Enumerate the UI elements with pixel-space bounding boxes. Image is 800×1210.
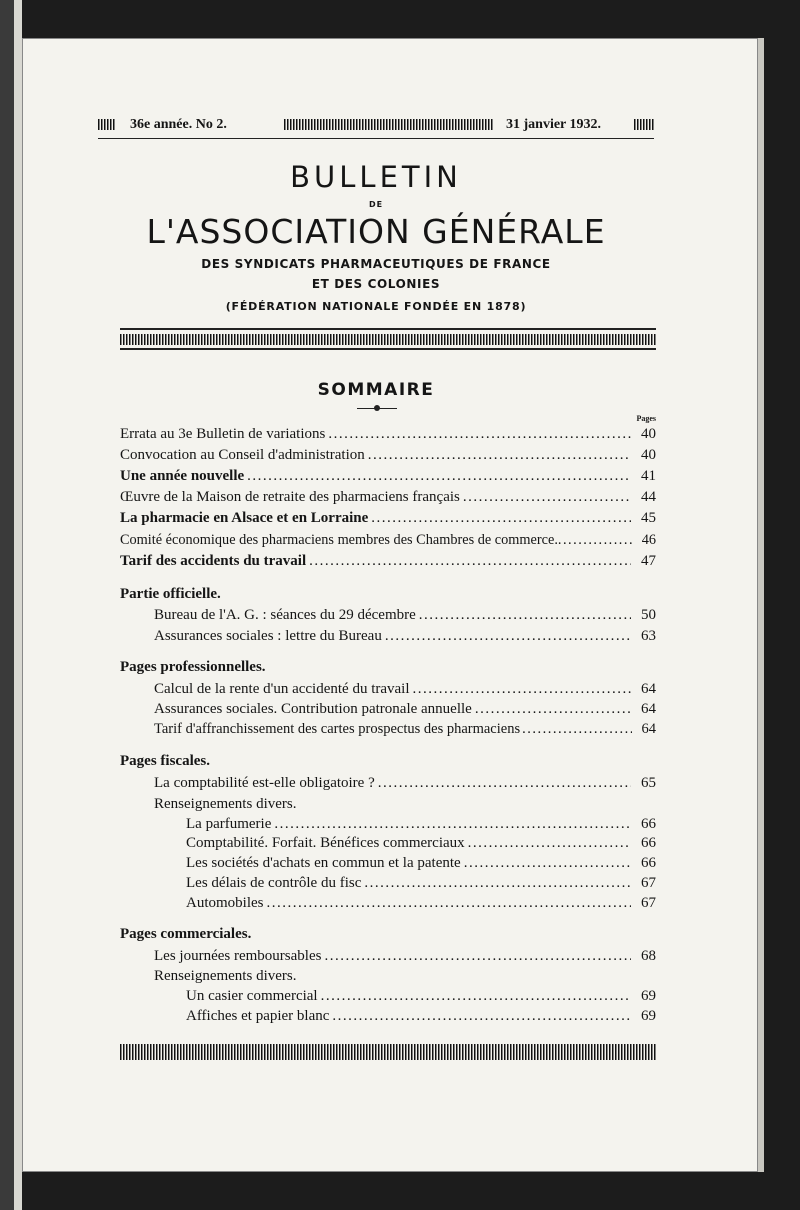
masthead-rule-top [120,328,656,330]
masthead-bulletin: BULLETIN [290,160,462,194]
toc-page: 63 [641,628,656,644]
pages-column-header: Pages [636,414,656,423]
toc-entry [186,988,656,1008]
toc-entry [186,816,656,836]
toc-entry [120,532,656,552]
facing-page-edge [14,0,22,1210]
leader-dots [364,875,631,892]
toc-label: Bureau de l'A. G. : séances du 29 décembre [154,607,416,623]
toc-page: 47 [641,553,656,569]
masthead-ornament-bar [120,334,656,345]
subsection-heading: Renseignements divers. [154,796,297,812]
toc-page: 45 [641,510,656,526]
toc-label: Un casier commercial [186,988,318,1004]
toc-label: La comptabilité est-elle obligatoire ? [154,775,375,791]
header-rule [98,138,654,140]
toc-entry [154,948,656,968]
toc-entry [120,447,656,467]
leader-dots [378,775,631,792]
toc-label: Les sociétés d'achats en commun et la patente [186,855,461,871]
toc-label: Calcul de la rente d'un accidenté du travail [154,681,410,697]
toc-page: 66 [641,855,656,871]
leader-dots [328,426,631,443]
leader-dots [274,816,631,833]
section-heading: Partie officielle. [120,586,221,602]
leader-dots [247,468,631,485]
leader-dots [558,532,634,549]
toc-entry [154,775,656,795]
leader-dots [309,553,631,570]
sommaire-title: SOMMAIRE [317,380,435,400]
toc-page: 46 [641,532,656,548]
toc-label: Les journées remboursables [154,948,322,964]
section-heading: Pages fiscales. [120,753,210,769]
toc-entry [186,835,656,855]
toc-label: La parfumerie [186,816,272,832]
leader-dots [371,510,631,527]
subsection-heading: Renseignements divers. [154,968,297,984]
toc-entry [120,489,656,509]
toc-page: 65 [641,775,656,791]
toc-page: 64 [641,681,656,697]
toc-entry [154,721,656,741]
toc-entry [154,607,656,627]
toc-entry [186,1008,656,1028]
toc-page: 40 [641,426,656,442]
toc-label: Automobiles [186,895,264,911]
leader-dots [522,721,632,738]
toc-label: Convocation au Conseil d'administration [120,447,365,463]
leader-dots [463,489,631,506]
masthead-rule-bottom [120,348,656,350]
toc-label: Les délais de contrôle du fisc [186,875,362,891]
masthead-de: DE [368,200,384,209]
toc-entry [154,681,656,701]
toc-entry [120,426,656,446]
issue-volume: 36e année. No 2. [130,117,227,132]
leader-dots [413,681,631,698]
issue-header [98,113,654,139]
toc-entry [154,628,656,648]
masthead-association: L'ASSOCIATION GÉNÉRALE [146,212,606,251]
masthead-colonies: ET DES COLONIES [311,277,441,291]
toc-label: Errata au 3e Bulletin de variations [120,426,326,442]
header-ornament-center [284,119,494,130]
toc-page: 69 [641,1008,656,1024]
toc-entry [120,510,656,530]
section-heading: Pages commerciales. [120,926,252,942]
footer-ornament-bar [120,1044,656,1060]
leader-dots [368,447,631,464]
toc-label: Tarif d'affranchissement des cartes prospectus des pharmaciens [154,721,521,737]
toc-entry [186,875,656,895]
toc-entry [186,895,656,915]
toc-page: 69 [641,988,656,1004]
leader-dots [419,607,631,624]
toc-label: Tarif des accidents du travail [120,553,307,569]
toc-page: 64 [641,701,656,717]
leader-dots [324,948,631,965]
toc-label: Comptabilité. Forfait. Bénéfices commerciaux [186,835,465,851]
section-heading: Pages professionnelles. [120,659,266,675]
toc-page: 40 [641,447,656,463]
header-ornament-right [634,119,654,130]
toc-entry [120,468,656,488]
leader-dots [464,855,631,872]
toc-label: Assurances sociales : lettre du Bureau [154,628,382,644]
toc-entry [186,855,656,875]
toc-label: Œuvre de la Maison de retraite des pharmaciens français [120,489,460,505]
toc-label: Une année nouvelle [120,468,245,484]
toc-page: 50 [641,607,656,623]
toc-page: 67 [641,875,656,891]
toc-label: Affiches et papier blanc [186,1008,330,1024]
leader-dots [475,701,631,718]
toc-label: La pharmacie en Alsace et en Lorraine [120,510,369,526]
toc-entry [120,553,656,573]
leader-dots [385,628,631,645]
toc-page: 67 [641,895,656,911]
issue-date: 31 janvier 1932. [506,117,602,132]
toc-page: 41 [641,468,656,484]
leader-dots [468,835,631,852]
toc-page: 68 [641,948,656,964]
masthead-federation: (FÉDÉRATION NATIONALE FONDÉE EN 1878) [225,300,527,313]
leader-dots [267,895,632,912]
header-ornament-left [98,119,116,130]
page-edge [758,38,764,1172]
leader-dots [321,988,631,1005]
leader-dots [332,1008,631,1025]
toc-page: 64 [641,721,656,737]
toc-label: Comité économique des pharmaciens membres des Chambres de commerce. [120,532,558,548]
toc-page: 66 [641,835,656,851]
toc-page: 44 [641,489,656,505]
toc-label: Assurances sociales. Contribution patronale annuelle [154,701,472,717]
title-ornament-dot [374,405,380,411]
toc-entry [154,701,656,721]
masthead-syndicats: DES SYNDICATS PHARMACEUTIQUES DE FRANCE [201,257,551,271]
toc-page: 66 [641,816,656,832]
